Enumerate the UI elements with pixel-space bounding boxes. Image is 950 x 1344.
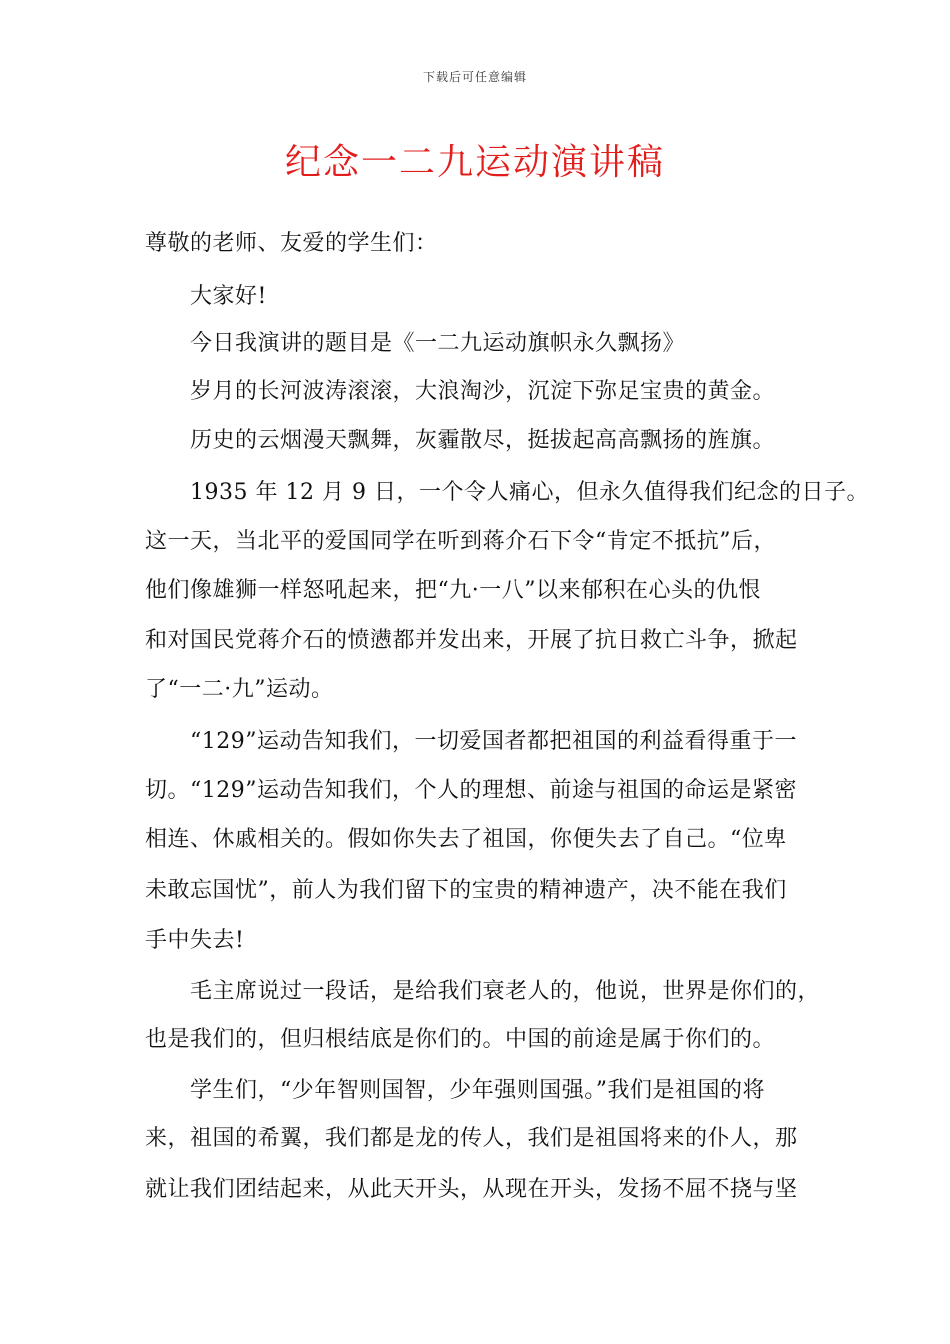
paragraph-line: 手中失去! bbox=[145, 928, 245, 953]
paragraph-line: 就让我们团结起来，从此天开头，从现在开头，发扬不屈不挠与坚 bbox=[145, 1177, 798, 1202]
paragraph-line: 学生们，“少年智则国智，少年强则国强。”我们是祖国的将 bbox=[190, 1078, 765, 1103]
paragraph-line: 也是我们的，但归根结底是你们的。中国的前途是属于你们的。 bbox=[145, 1027, 776, 1052]
document-title: 纪念一二九运动演讲稿 bbox=[284, 142, 665, 183]
paragraph-line: “129”运动告知我们，一切爱国者都把祖国的利益看得重于一 bbox=[190, 729, 797, 754]
greeting-line: 大家好! bbox=[190, 284, 267, 309]
paragraph-line: 历史的云烟漫天飘舞，灰霾散尽，挺拔起高高飘扬的旌旗。 bbox=[190, 428, 776, 453]
paragraph-line: 相连、休戚相关的。假如你失去了祖国，你便失去了自己。“位卑 bbox=[145, 827, 787, 852]
paragraph-line: 来，祖国的希翼，我们都是龙的传人，我们是祖国将来的仆人，那 bbox=[145, 1126, 798, 1151]
speech-topic-line: 今日我演讲的题目是《一二九运动旗帜永久飘扬》 bbox=[190, 331, 686, 356]
paragraph-line: 了“一二·九”运动。 bbox=[145, 677, 334, 702]
paragraph-line: 毛主席说过一段话，是给我们衰老人的，他说，世界是你们的， bbox=[190, 979, 821, 1004]
salutation-line: 尊敬的老师、友爱的学生们： bbox=[145, 231, 438, 256]
paragraph-line: 和对国民党蒋介石的愤懑都并发出来，开展了抗日救亡斗争，掀起 bbox=[145, 628, 798, 653]
paragraph-line: 岁月的长河波涛滚滚，大浪淘沙，沉淀下弥足宝贵的黄金。 bbox=[190, 379, 776, 404]
paragraph-line: 他们像雄狮一样怒吼起来，把“九·一八”以来郁积在心头的仇恨 bbox=[145, 578, 761, 603]
paragraph-line: 1935 年 12 月 9 日，一个令人痛心，但永久值得我们纪念的日子。 bbox=[190, 480, 869, 505]
paragraph-line: 切。“129”运动告知我们，个人的理想、前途与祖国的命运是紧密 bbox=[145, 778, 797, 803]
header-note: 下载后可任意编辑 bbox=[422, 70, 527, 84]
paragraph-line: 未敢忘国忧”，前人为我们留下的宝贵的精神遗产，决不能在我们 bbox=[145, 878, 787, 903]
paragraph-line: 这一天，当北平的爱国同学在听到蒋介石下令“肯定不抵抗”后， bbox=[145, 529, 776, 554]
